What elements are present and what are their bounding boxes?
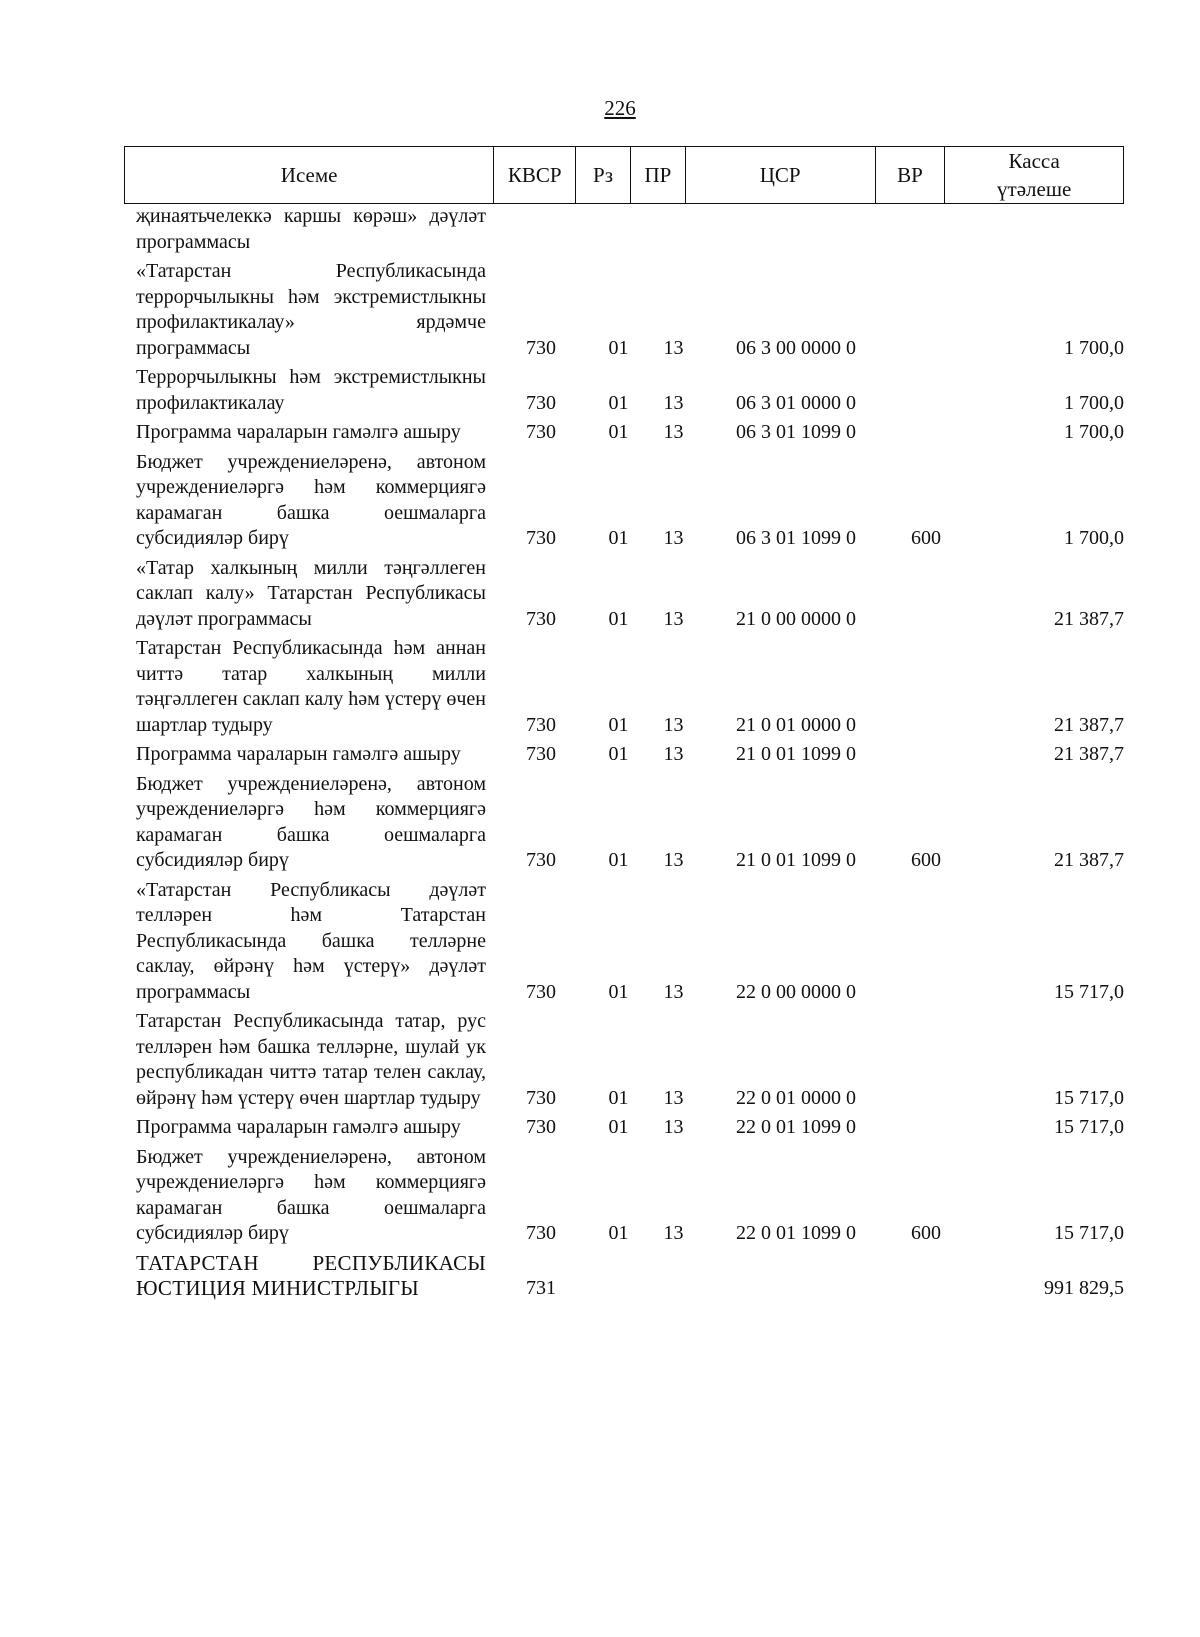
header-name: Исеме bbox=[125, 147, 494, 203]
row-name: Программа чараларын гамәлгә ашыру bbox=[136, 1116, 461, 1138]
page-number: 226 bbox=[604, 96, 636, 120]
row-csr: 21 0 01 0000 0 bbox=[736, 713, 856, 736]
row-pr: 13 bbox=[663, 1116, 684, 1138]
row-rz: 01 bbox=[608, 1222, 629, 1244]
header-vr: ВР bbox=[876, 147, 946, 203]
row-amount: 1 700,0 bbox=[1064, 391, 1124, 414]
row-name: «Татарстан Республикасында террорчылыкны һәм экстремистлыкны профилактикалау» ярдәмче программасы bbox=[136, 260, 486, 359]
row-pr: 13 bbox=[663, 527, 684, 549]
row-name: Татарстан Республикасында һәм аннан читтә татар халкының милли тәңгәллеген саклап калу һәм үстерү өчен шартлар тудыру bbox=[136, 637, 486, 736]
row-rz: 01 bbox=[608, 607, 629, 630]
row-pr: 13 bbox=[663, 336, 684, 359]
row-kvsr: 730 bbox=[526, 391, 556, 414]
row-vr: 600 bbox=[911, 527, 941, 549]
row-amount: 991 829,5 bbox=[1044, 1277, 1124, 1299]
table-row bbox=[136, 259, 1124, 361]
header-kassa-line1: Касса bbox=[1008, 149, 1060, 173]
row-kvsr: 730 bbox=[526, 980, 556, 1003]
row-amount: 1 700,0 bbox=[1064, 421, 1124, 443]
header-kassa-line2: үтәлеше bbox=[997, 177, 1072, 201]
row-kvsr: 730 bbox=[526, 527, 556, 549]
row-amount: 1 700,0 bbox=[1064, 527, 1124, 549]
row-kvsr: 730 bbox=[526, 743, 556, 765]
row-csr: 06 3 01 1099 0 bbox=[736, 421, 856, 443]
row-name: Программа чараларын гамәлгә ашыру bbox=[136, 743, 461, 765]
row-name: «Татар халкының милли тәңгәллеген саклап калу» Татарстан Республикасы дәүләт программасы bbox=[136, 556, 486, 630]
row-rz: 01 bbox=[608, 527, 629, 549]
row-pr: 13 bbox=[663, 1086, 684, 1109]
row-rz: 01 bbox=[608, 713, 629, 736]
table-row bbox=[136, 204, 1124, 255]
row-pr: 13 bbox=[663, 391, 684, 414]
table-row bbox=[136, 1145, 1124, 1247]
row-pr: 13 bbox=[663, 421, 684, 443]
row-csr: 06 3 01 1099 0 bbox=[736, 527, 856, 549]
row-pr: 13 bbox=[663, 1222, 684, 1244]
row-amount: 15 717,0 bbox=[1054, 1086, 1124, 1109]
row-amount: 15 717,0 bbox=[1054, 980, 1124, 1003]
row-vr: 600 bbox=[911, 849, 941, 871]
row-pr: 13 bbox=[663, 849, 684, 871]
row-csr: 22 0 01 1099 0 bbox=[736, 1116, 856, 1138]
table-row bbox=[136, 772, 1124, 874]
table-row bbox=[136, 636, 1124, 738]
table-row bbox=[136, 1009, 1124, 1111]
row-amount: 21 387,7 bbox=[1054, 607, 1124, 630]
row-amount: 15 717,0 bbox=[1054, 1116, 1124, 1138]
row-vr: 600 bbox=[911, 1222, 941, 1244]
row-csr: 22 0 01 1099 0 bbox=[736, 1222, 856, 1244]
row-csr: 22 0 00 0000 0 bbox=[736, 980, 856, 1003]
row-amount: 21 387,7 bbox=[1054, 849, 1124, 871]
row-name: ТАТАРСТАН РЕСПУБЛИКАСЫ ЮСТИЦИЯ МИНИСТРЛЫГЫ bbox=[136, 1250, 486, 1300]
table-row-ministry bbox=[136, 1251, 1124, 1302]
row-name: Бюджет учреждениеләренә, автоном учреждениеләргә һәм коммерциягә карамаган башка оешмаларга субсидияләр бирү bbox=[136, 1145, 486, 1244]
row-rz: 01 bbox=[608, 421, 629, 443]
table-row bbox=[136, 365, 1124, 416]
row-rz: 01 bbox=[608, 336, 629, 359]
row-csr: 21 0 01 1099 0 bbox=[736, 849, 856, 871]
row-csr: 22 0 01 0000 0 bbox=[736, 1086, 856, 1109]
header-kvsr: КВСР bbox=[494, 147, 576, 203]
header-csr: ЦСР bbox=[686, 147, 876, 203]
table-row bbox=[136, 450, 1124, 552]
row-pr: 13 bbox=[663, 980, 684, 1003]
table-body bbox=[136, 204, 1124, 1306]
row-rz: 01 bbox=[608, 391, 629, 414]
row-rz: 01 bbox=[608, 980, 629, 1003]
table-header bbox=[124, 146, 1124, 204]
row-rz: 01 bbox=[608, 1086, 629, 1109]
row-rz: 01 bbox=[608, 743, 629, 765]
row-pr: 13 bbox=[663, 607, 684, 630]
header-pr: ПР bbox=[631, 147, 686, 203]
row-kvsr: 730 bbox=[526, 336, 556, 359]
table-row bbox=[136, 742, 1124, 768]
row-amount: 21 387,7 bbox=[1054, 743, 1124, 765]
table-row bbox=[136, 878, 1124, 1006]
row-kvsr: 730 bbox=[526, 713, 556, 736]
row-kvsr: 730 bbox=[526, 1086, 556, 1109]
header-rz: Рз bbox=[576, 147, 631, 203]
row-name: Террорчылыкны һәм экстремистлыкны профилактикалау bbox=[136, 366, 486, 414]
row-kvsr: 730 bbox=[526, 1116, 556, 1138]
row-rz: 01 bbox=[608, 1116, 629, 1138]
header-kassa bbox=[945, 147, 1123, 203]
row-name: Бюджет учреждениеләренә, автоном учреждениеләргә һәм коммерциягә карамаган башка оешмаларга субсидияләр бирү bbox=[136, 450, 486, 549]
row-amount: 21 387,7 bbox=[1054, 713, 1124, 736]
row-name: Татарстан Республикасында татар, рус телләрен һәм башка телләрне, шулай ук республикадан читтә татар телен саклау, өйрәнү һәм үстерү өчен шартлар тудыру bbox=[136, 1010, 486, 1109]
row-amount: 15 717,0 bbox=[1054, 1222, 1124, 1244]
row-name: Бюджет учреждениеләренә, автоном учреждениеләргә һәм коммерциягә карамаган башка оешмаларга субсидияләр бирү bbox=[136, 772, 486, 871]
row-kvsr: 730 bbox=[526, 1222, 556, 1244]
row-name: җинаятьчелеккә каршы көрәш» дәүләт программасы bbox=[136, 205, 486, 253]
table-row bbox=[136, 420, 1124, 446]
row-name: Программа чараларын гамәлгә ашыру bbox=[136, 421, 461, 443]
row-pr: 13 bbox=[663, 713, 684, 736]
row-kvsr: 730 bbox=[526, 849, 556, 871]
row-amount: 1 700,0 bbox=[1064, 336, 1124, 359]
row-csr: 21 0 01 1099 0 bbox=[736, 743, 856, 765]
row-kvsr: 730 bbox=[526, 607, 556, 630]
table-row bbox=[136, 1115, 1124, 1141]
row-csr: 06 3 00 0000 0 bbox=[736, 336, 856, 359]
row-kvsr: 731 bbox=[526, 1277, 556, 1299]
row-name: «Татарстан Республикасы дәүләт телләрен һәм Татарстан Республикасында башка телләрне саклау, өйрәнү һәм үстерү» дәүләт программасы bbox=[136, 878, 486, 1003]
row-kvsr: 730 bbox=[526, 421, 556, 443]
row-csr: 21 0 00 0000 0 bbox=[736, 607, 856, 630]
row-rz: 01 bbox=[608, 849, 629, 871]
table-row bbox=[136, 556, 1124, 633]
row-pr: 13 bbox=[663, 743, 684, 765]
row-csr: 06 3 01 0000 0 bbox=[736, 391, 856, 414]
